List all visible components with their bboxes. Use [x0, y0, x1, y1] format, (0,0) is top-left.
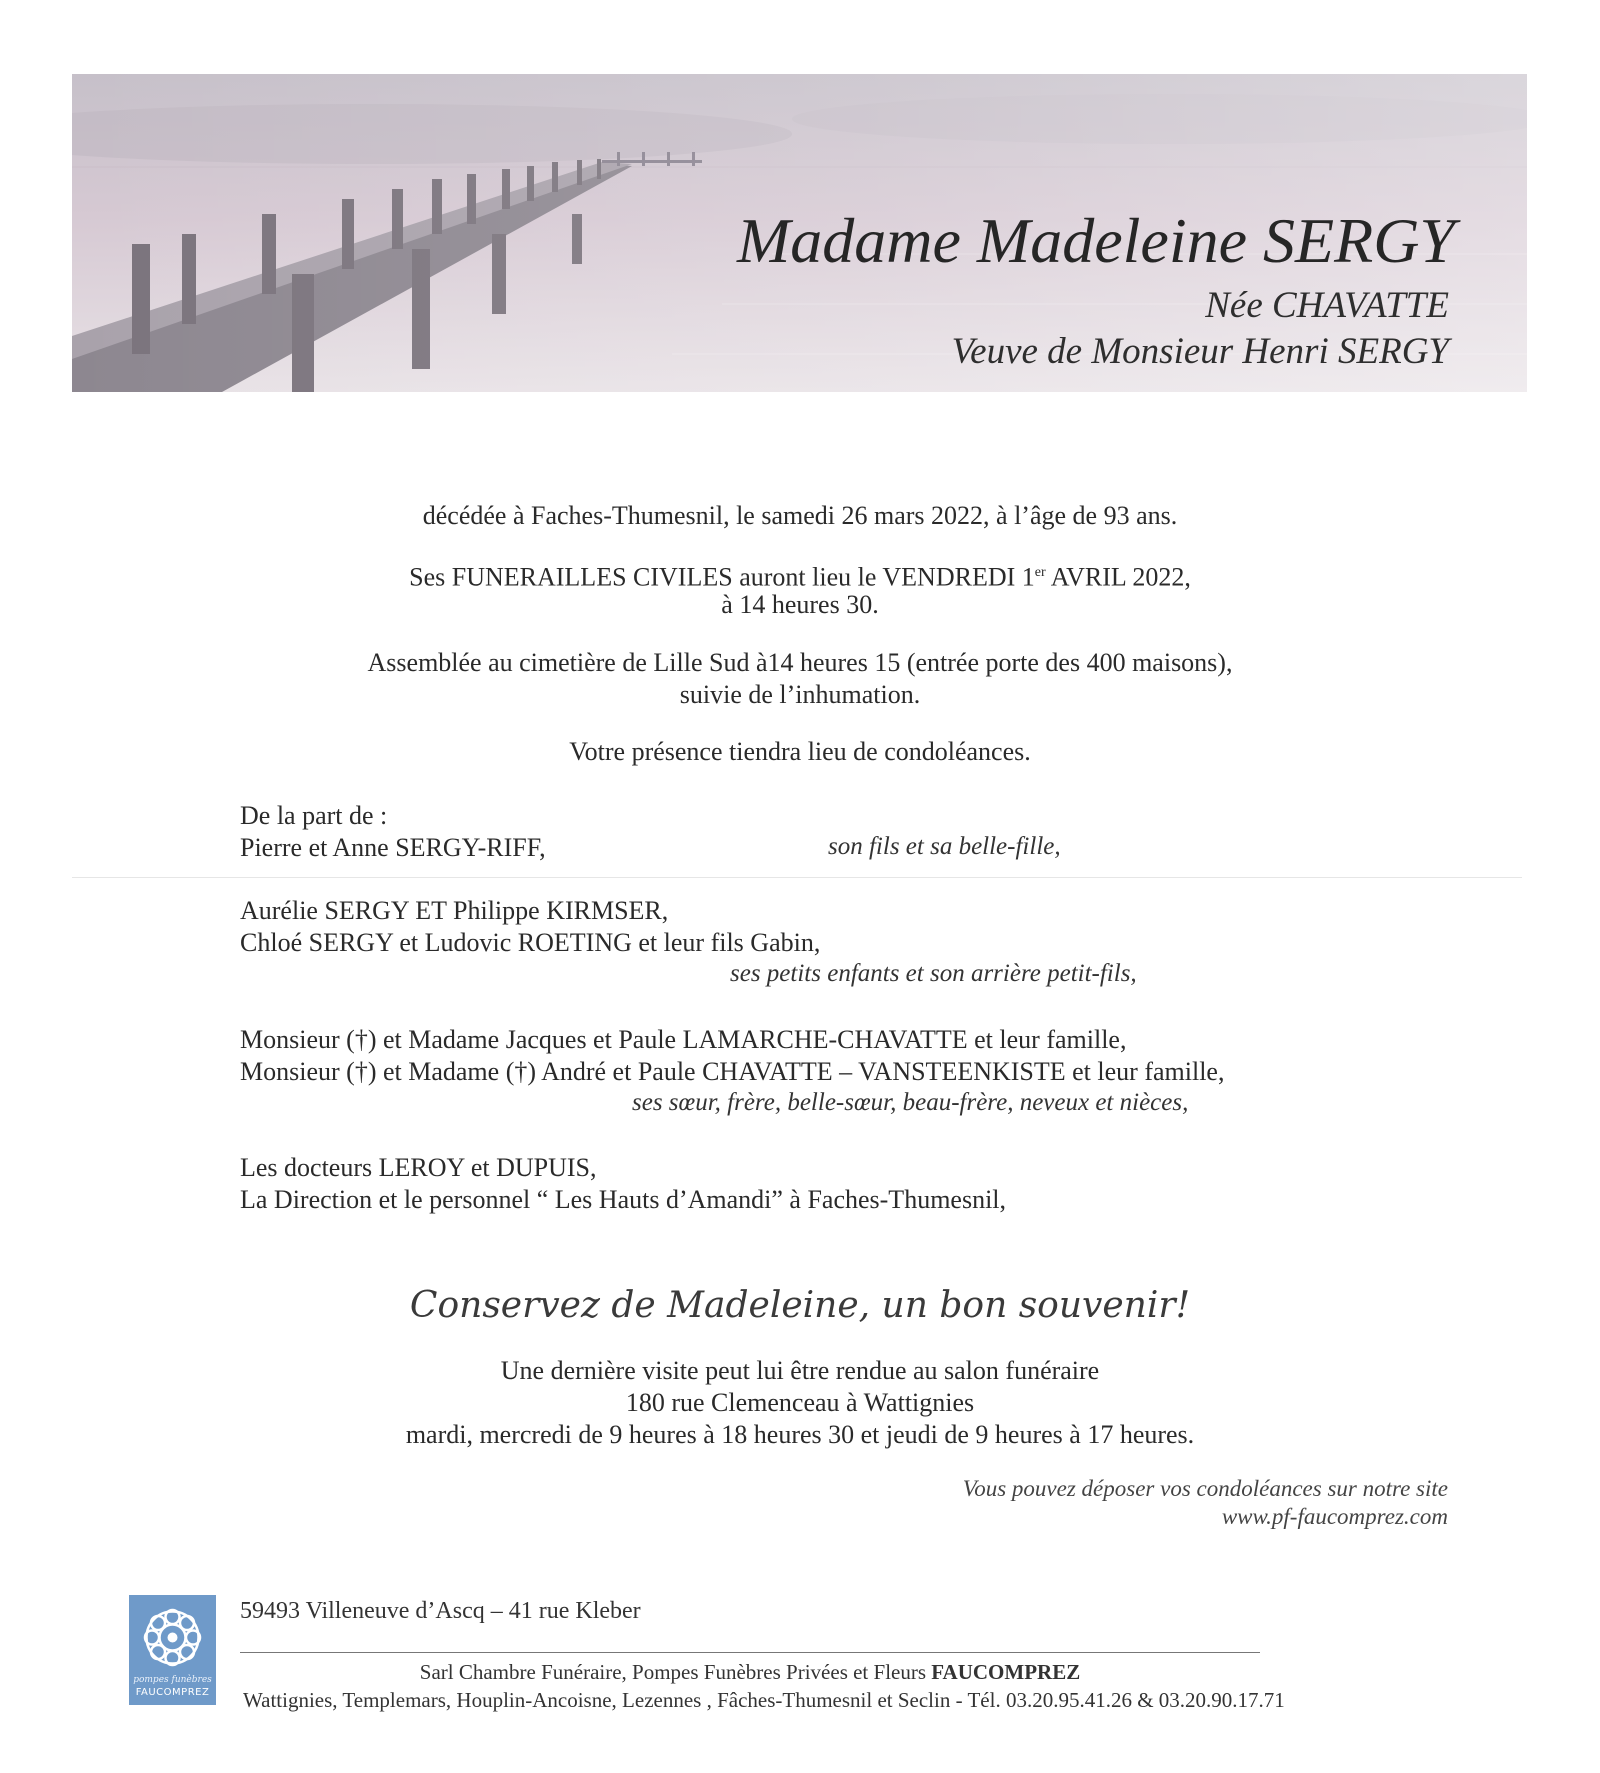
condolences-note: Votre présence tiendra lieu de condoléances. [569, 737, 1031, 766]
grandchild-2: Chloé SERGY et Ludovic ROETING et leur fils Gabin, [240, 928, 821, 957]
siblings-relation: ses sœur, frère, belle-sœur, beau-frère, neveux et nièces, [632, 1089, 1189, 1116]
online-condolences-note: Vous pouvez déposer vos condoléances sur notre site [962, 1476, 1448, 1501]
care-home-staff: La Direction et le personnel “ Les Hauts d’Amandi” à Faches-Thumesnil, [240, 1185, 1007, 1214]
logo-tagline: pompes funèbres [133, 1675, 212, 1685]
company-address: 59493 Villeneuve d’Ascq – 41 rue Kleber [240, 1598, 641, 1624]
from-intro: De la part de : [240, 801, 388, 830]
visit-hours: mardi, mercredi de 9 heures à 18 heures 30 et jeudi de 9 heures à 17 heures. [405, 1420, 1195, 1449]
sibling-family-2: Monsieur (†) et Madame (†) André et Paule CHAVATTE – VANSTEENKISTE et leur famille, [240, 1057, 1225, 1086]
assembly-info: Assemblée au cimetière de Lille Sud à14 heures 15 (entrée porte des 400 maisons), [367, 648, 1233, 677]
company-name: Sarl Chambre Funéraire, Pompes Funèbres Privées et Fleurs FAUCOMPREZ [419, 1660, 1081, 1684]
sibling-family-1: Monsieur (†) et Madame Jacques et Paule LAMARCHE-CHAVATTE et leur famille, [240, 1025, 1127, 1054]
grandchild-1: Aurélie SERGY ET Philippe KIRMSER, [240, 896, 669, 925]
visit-address: 180 rue Clemenceau à Wattignies [625, 1388, 975, 1417]
funeral-time: à 14 heures 30. [721, 590, 879, 619]
widow-of: Veuve de Monsieur Henri SERGY [951, 331, 1449, 372]
son-name: Pierre et Anne SERGY-RIFF, [240, 833, 546, 862]
visit-line-1: Une dernière visite peut lui être rendue au salon funéraire [500, 1356, 1100, 1385]
maiden-name: Née CHAVATTE [1205, 285, 1449, 326]
souvenir-message: Conservez de Madeleine, un bon souvenir! [409, 1285, 1191, 1326]
son-relation: son fils et sa belle-fille, [828, 833, 1061, 860]
faucomprez-logo [129, 1595, 216, 1705]
header-banner [72, 74, 1527, 392]
footer-divider [240, 1652, 1260, 1653]
deceased-name: Madame Madeleine SERGY [736, 205, 1455, 276]
company-locations-phone: Wattignies, Templemars, Houplin-Ancoisne, Lezennes , Fâches-Thumesnil et Seclin - Tél. 03.20.95.41.26 & 03.20.90.17.71 [243, 1688, 1285, 1712]
burial-info: suivie de l’inhumation. [679, 680, 921, 709]
funeral-date: Ses FUNERAILLES CIVILES auront lieu le VENDREDI 1er AVRIL 2022, [409, 562, 1191, 592]
doctors: Les docteurs LEROY et DUPUIS, [240, 1153, 597, 1182]
logo-brand: FAUCOMPREZ [135, 1687, 210, 1698]
grandchildren-relation: ses petits enfants et son arrière petit-fils, [730, 960, 1137, 987]
scan-divider [72, 877, 1522, 878]
death-notice: décédée à Faches-Thumesnil, le samedi 26 mars 2022, à l’âge de 93 ans. [422, 501, 1178, 530]
website-url[interactable]: www.pf-faucomprez.com [1221, 1504, 1448, 1529]
